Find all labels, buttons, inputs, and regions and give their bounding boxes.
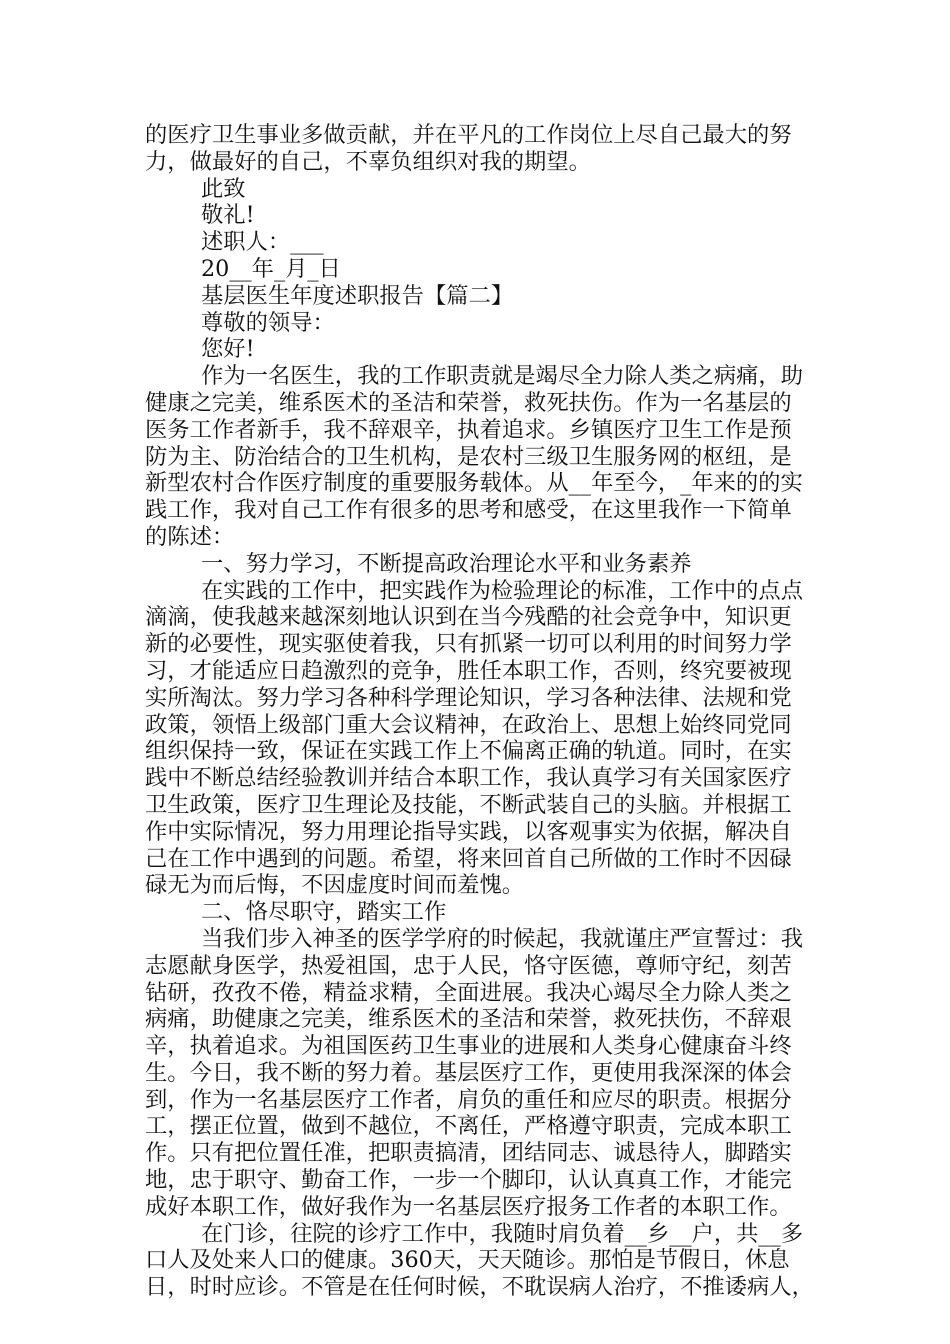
text-line: 作为一名医生，我的工作职责就是竭尽全力除人类之病痛，助 [201, 363, 804, 390]
text-line: 在门诊，往院的诊疗工作中，我随时肩负着__乡__户，共__多 [201, 1220, 804, 1247]
text-line: 习，才能适应日趋激烈的竞争，胜任本职工作，否则，终究要被现 [145, 657, 792, 684]
text-line: 20__年_月_日 [201, 255, 341, 282]
text-line: 工，摆正位置，做到不越位，不离任，严格遵守职责，完成本职工 [145, 1113, 792, 1140]
text-line: 此致 [201, 175, 246, 202]
text-line: 一、努力学习，不断提高政治理论水平和业务素养 [201, 550, 692, 577]
text-line: 成好本职工作，做好我作为一名基层医疗报务工作者的本职工作。 [145, 1193, 792, 1220]
text-line: 组织保持一致，保证在实践工作上不偏离正确的轨道。同时，在实 [145, 738, 792, 765]
text-line: 当我们步入神圣的医学学府的时候起，我就谨庄严宣誓过：我 [201, 925, 804, 952]
text-line: 健康之完美，维系医术的圣洁和荣誉，救死扶伤。作为一名基层的 [145, 389, 792, 416]
text-line: 钻研，孜孜不倦，精益求精，全面进展。我决心竭尽全力除人类之 [145, 979, 792, 1006]
text-line: 述职人：___ [201, 229, 324, 256]
text-line: 辛，执着追求。为祖国医药卫生事业的进展和人类身心健康奋斗终 [145, 1033, 792, 1060]
text-line: 作中实际情况，努力用理论指导实践，以客观事实为依据，解决自 [145, 818, 792, 845]
text-line: 到，作为一名基层医疗工作者，肩负的重任和应尽的职责。根据分 [145, 1086, 792, 1113]
text-line: 敬礼! [201, 202, 255, 229]
text-line: 生。今日，我不断的努力着。基层医疗工作，更使用我深深的体会 [145, 1059, 792, 1086]
text-line: 践工作，我对自己工作有很多的思考和感受，在这里我作一下简单 [145, 497, 792, 524]
text-line: 实所淘汰。努力学习各种科学理论知识，学习各种法律、法规和党 [145, 684, 792, 711]
text-line: 政策，领悟上级部门重大会议精神，在政治上、思想上始终同党同 [145, 711, 792, 738]
text-line: 新型农村合作医疗制度的重要服务载体。从__年至今，_年来的的实 [145, 470, 803, 497]
text-line: 己在工作中遇到的问题。希望，将来回首自己所做的工作时不因碌 [145, 845, 792, 872]
text-line: 病痛，助健康之完美，维系医术的圣洁和荣誉，救死扶伤，不辞艰 [145, 1006, 792, 1033]
text-line: 碌无为而后悔，不因虚度时间而羞愧。 [145, 872, 525, 899]
text-line: 尊敬的领导： [201, 309, 335, 336]
text-line: 新的必要性，现实驱使着我，只有抓紧一切可以利用的时间努力学 [145, 631, 792, 658]
text-line: 基层医生年度述职报告【篇二】 [201, 282, 514, 309]
text-line: 践中不断总结经验教训并结合本职工作，我认真学习有关国家医疗 [145, 765, 792, 792]
text-line: 地，忠于职守、勤奋工作，一步一个脚印，认认真真工作，才能完 [145, 1167, 792, 1194]
text-line: 的医疗卫生事业多做贡献，并在平凡的工作岗位上尽自己最大的努 [145, 122, 792, 148]
text-line: 日，时时应诊。不管是在任何时候，不耽误病人治疗，不推诿病人， [145, 1274, 814, 1301]
document-page [145, 122, 815, 1301]
text-line: 您好! [201, 336, 255, 363]
text-line: 作。只有把位置任准，把职责搞清，团结同志、诚恳待人，脚踏实 [145, 1140, 792, 1167]
text-line: 口人及处来人口的健康。360天，天天随诊。那怕是节假日，休息 [145, 1247, 790, 1274]
text-line: 二、恪尽职守，踏实工作 [201, 899, 447, 926]
text-line: 志愿献身医学，热爱祖国，忠于人民，恪守医德，尊师守纪，刻苦 [145, 952, 792, 979]
text-line: 卫生政策，医疗卫生理论及技能，不断武装自己的头脑。并根据工 [145, 791, 792, 818]
text-line: 滴滴，使我越来越深刻地认识到在当今残酷的社会竞争中，知识更 [145, 604, 792, 631]
text-line: 在实践的工作中，把实践作为检验理论的标准，工作中的点点 [201, 577, 804, 604]
text-line: 医务工作者新手，我不辞艰辛，执着追求。乡镇医疗卫生工作是预 [145, 416, 792, 443]
text-line: 防为主、防治结合的卫生机构，是农村三级卫生服务网的枢纽，是 [145, 443, 792, 470]
text-line: 的陈述： [145, 523, 235, 550]
text-line: 力，做最好的自己，不辜负组织对我的期望。 [145, 148, 591, 175]
